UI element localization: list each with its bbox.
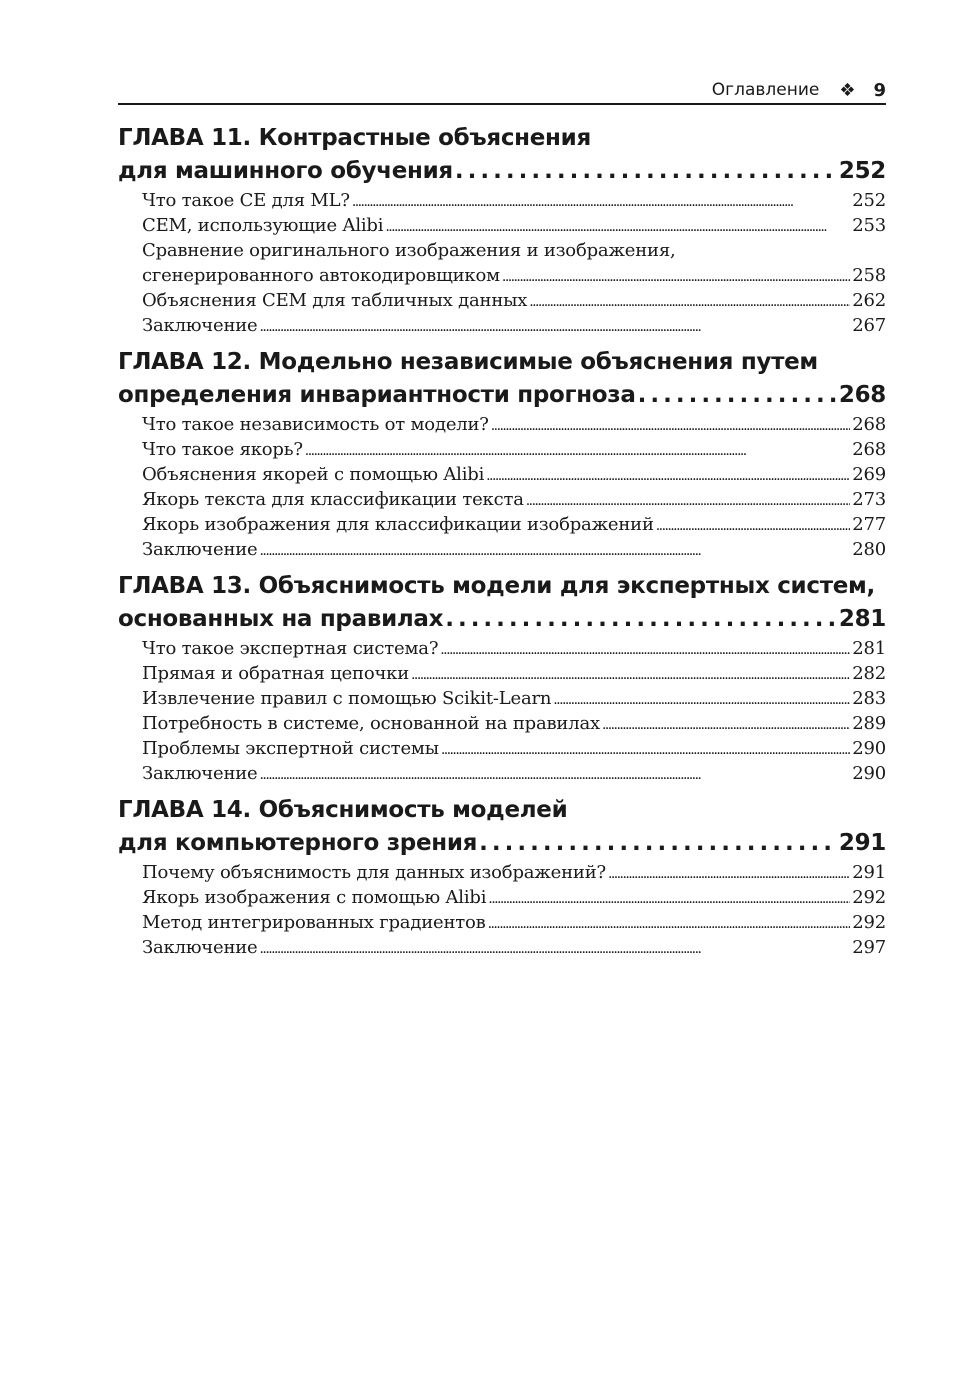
section-list xyxy=(142,188,886,338)
dot-leader xyxy=(602,711,850,736)
toc-entry[interactable] xyxy=(142,711,886,736)
entry-title-first-line[interactable]: Сравнение оригинального изображения и изображения, xyxy=(142,240,676,261)
entry-title: CEM, использующие Alibi xyxy=(142,215,384,236)
toc-entry[interactable] xyxy=(142,686,886,711)
entry-page: 290 xyxy=(852,763,886,784)
entry-title: Заключение xyxy=(142,763,258,784)
dot-leader xyxy=(305,437,850,462)
running-header xyxy=(118,78,886,102)
chapter-title-continuation[interactable] xyxy=(118,603,886,636)
entry-title: Заключение xyxy=(142,937,258,958)
entry-title: Прямая и обратная цепочки xyxy=(142,663,410,684)
dot-leader xyxy=(529,288,850,313)
entry-title: Потребность в системе, основанной на правилах xyxy=(142,713,600,734)
entry-page: 282 xyxy=(852,663,886,684)
section-list xyxy=(142,636,886,786)
entry-page: 290 xyxy=(852,738,886,759)
dot-leader xyxy=(411,661,850,686)
entry-title: Объяснения якорей с помощью Alibi xyxy=(142,464,485,485)
entry-title: Что такое CE для ML? xyxy=(142,190,350,211)
toc-entry[interactable] xyxy=(142,537,886,562)
chapter-page: 281 xyxy=(838,606,886,632)
entry-title: Что такое независимость от модели? xyxy=(142,414,489,435)
dot-leader xyxy=(553,686,850,711)
entry-title: Извлечение правил с помощью Scikit-Learn xyxy=(142,688,552,709)
chapter-title-continuation[interactable] xyxy=(118,827,886,860)
entry-page: 283 xyxy=(852,688,886,709)
toc-entry[interactable] xyxy=(142,288,886,313)
header-divider xyxy=(118,103,886,105)
toc-entry[interactable] xyxy=(142,860,886,885)
chapter-title-text: для компьютерного зрения xyxy=(118,830,478,856)
chapter-12 xyxy=(118,346,886,562)
entry-title: Что такое якорь? xyxy=(142,439,303,460)
toc-entry[interactable] xyxy=(142,213,886,238)
dot-leader xyxy=(638,379,837,412)
entry-page: 268 xyxy=(852,439,886,460)
chapter-page: 252 xyxy=(838,158,886,184)
entry-page: 291 xyxy=(852,862,886,883)
chapter-title[interactable]: ГЛАВА 14. Объяснимость моделей xyxy=(118,797,568,823)
dot-leader xyxy=(260,935,851,960)
chapter-title[interactable]: ГЛАВА 11. Контрастные объяснения xyxy=(118,125,591,151)
dot-leader xyxy=(491,412,850,437)
dot-leader xyxy=(260,537,851,562)
toc-entry[interactable] xyxy=(142,910,886,935)
toc-entry[interactable] xyxy=(142,512,886,537)
entry-page: 280 xyxy=(852,539,886,560)
toc-entry[interactable] xyxy=(142,736,886,761)
entry-title: Что такое экспертная система? xyxy=(142,638,439,659)
entry-title: Метод интегрированных градиентов xyxy=(142,912,486,933)
entry-page: 253 xyxy=(852,215,886,236)
entry-title: Заключение xyxy=(142,539,258,560)
chapter-page: 268 xyxy=(838,382,886,408)
chapter-title[interactable]: ГЛАВА 12. Модельно независимые объяснения путем xyxy=(118,349,818,375)
entry-page: 267 xyxy=(852,315,886,336)
section-list xyxy=(142,412,886,562)
dot-leader xyxy=(385,213,850,238)
page-number: 9 xyxy=(873,79,886,101)
entry-page: 269 xyxy=(852,464,886,485)
entry-title: Якорь текста для классификации текста xyxy=(142,489,524,510)
entry-page: 262 xyxy=(852,290,886,311)
entry-title: Проблемы экспертной системы xyxy=(142,738,439,759)
entry-page: 268 xyxy=(852,414,886,435)
running-header-section: Оглавление xyxy=(711,80,820,100)
toc-entry[interactable] xyxy=(142,188,886,213)
dot-leader xyxy=(260,761,851,786)
chapter-13 xyxy=(118,570,886,786)
chapter-title-continuation[interactable] xyxy=(118,379,886,412)
toc-entry[interactable] xyxy=(142,462,886,487)
dot-leader xyxy=(352,188,850,213)
entry-title: Объяснения CEM для табличных данных xyxy=(142,290,528,311)
table-of-contents xyxy=(118,122,886,968)
toc-entry[interactable] xyxy=(142,885,886,910)
entry-title: Почему объяснимость для данных изображений? xyxy=(142,862,606,883)
dot-leader xyxy=(441,736,850,761)
dot-leader xyxy=(479,827,837,860)
dot-leader xyxy=(608,860,850,885)
dot-leader xyxy=(526,487,850,512)
chapter-title-text: основанных на правилах xyxy=(118,606,444,632)
dot-leader xyxy=(445,603,837,636)
toc-entry[interactable] xyxy=(142,487,886,512)
entry-title: Якорь изображения с помощью Alibi xyxy=(142,887,487,908)
chapter-title-text: для машинного обучения xyxy=(118,158,453,184)
entry-page: 273 xyxy=(852,489,886,510)
chapter-title-continuation[interactable] xyxy=(118,155,886,188)
dot-leader xyxy=(440,636,850,661)
entry-page: 281 xyxy=(852,638,886,659)
toc-entry[interactable] xyxy=(142,761,886,786)
dot-leader xyxy=(486,462,850,487)
chapter-11 xyxy=(118,122,886,338)
entry-page: 292 xyxy=(852,912,886,933)
toc-entry[interactable] xyxy=(142,437,886,462)
toc-entry[interactable] xyxy=(142,313,886,338)
entry-title: Якорь изображения для классификации изображений xyxy=(142,514,654,535)
toc-entry[interactable] xyxy=(142,661,886,686)
section-list xyxy=(142,860,886,960)
dot-leader xyxy=(656,512,850,537)
entry-page: 258 xyxy=(852,265,886,286)
chapter-title[interactable]: ГЛАВА 13. Объяснимость модели для экспертных систем, xyxy=(118,573,875,599)
entry-page: 289 xyxy=(852,713,886,734)
entry-page: 252 xyxy=(852,190,886,211)
toc-entry[interactable] xyxy=(142,263,886,288)
dot-leader xyxy=(488,910,851,935)
toc-entry[interactable] xyxy=(142,636,886,661)
toc-entry[interactable] xyxy=(142,412,886,437)
ornament-icon: ❖ xyxy=(839,79,856,101)
entry-page: 297 xyxy=(852,937,886,958)
dot-leader xyxy=(260,313,851,338)
toc-entry[interactable] xyxy=(142,935,886,960)
entry-page: 277 xyxy=(852,514,886,535)
entry-title: сгенерированного автокодировщиком xyxy=(142,265,500,286)
entry-page: 292 xyxy=(852,887,886,908)
chapter-title-text: определения инвариантности прогноза xyxy=(118,382,636,408)
dot-leader xyxy=(455,155,837,188)
entry-title: Заключение xyxy=(142,315,258,336)
chapter-14 xyxy=(118,794,886,960)
dot-leader xyxy=(488,885,850,910)
dot-leader xyxy=(502,263,850,288)
chapter-page: 291 xyxy=(838,830,886,856)
